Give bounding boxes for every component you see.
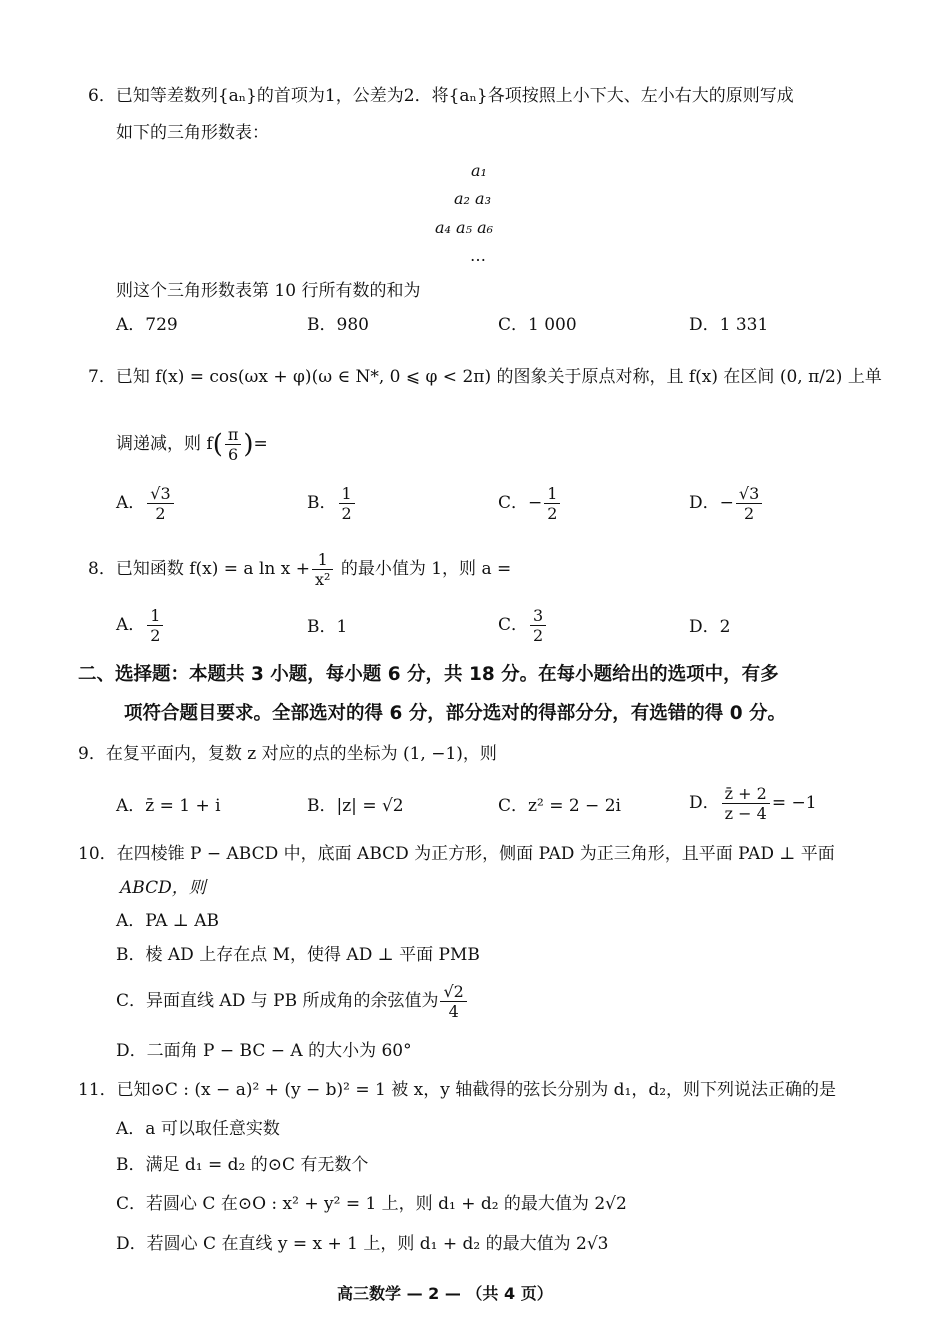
q7-stem-pre: 调递减，则 f [116, 434, 213, 454]
q7-stem-line2: 调递减，则 f( $\frac{\pi}{6}$ )= [116, 425, 268, 464]
option-den: 4 [448, 1002, 459, 1021]
option-num: 3 [530, 606, 546, 626]
option-text: 980 [336, 315, 369, 335]
option-label: A． [116, 493, 146, 513]
q7-option-a [116, 484, 176, 523]
option-num: 1 [147, 606, 163, 626]
option-den: 2 [547, 504, 558, 523]
option-label: B． [307, 796, 337, 816]
section-2-heading-line2: 项符合题目要求。全部选对的得 6 分，部分选对的得部分分，有选错的得 0 分。 [124, 703, 787, 724]
q6-option-b [307, 313, 369, 337]
q11-option-a: A．a 可以取任意实数 [116, 1119, 280, 1139]
option-label: A． [116, 315, 146, 335]
q8-option-d [689, 615, 730, 639]
q10-stem-line2: ABCD，则 [120, 878, 206, 898]
q10-stem-line1: 10．在四棱锥 P − ABCD 中，底面 ABCD 为正方形，侧面 PAD 为正三角形，且平面 PAD ⊥ 平面 [78, 844, 835, 864]
q9-option-c [498, 794, 621, 818]
triangle-row-2: a₂ a₃ [454, 189, 491, 208]
option-den: 2 [341, 504, 352, 523]
q10-option-b: B．棱 AD 上存在点 M，使得 AD ⊥ 平面 PMB [116, 945, 480, 965]
q6-option-a [116, 313, 178, 337]
option-label: C． [498, 796, 529, 816]
option-num: 1 [544, 484, 560, 504]
q10-option-d: D．二面角 P − BC − A 的大小为 60° [116, 1041, 412, 1061]
option-label: A． [116, 796, 146, 816]
option-den: 2 [743, 504, 755, 523]
option-num: √3 [147, 484, 173, 504]
option-sign: − [719, 493, 734, 513]
option-label: B． [307, 493, 337, 513]
option-label: D． [689, 793, 720, 813]
q7-frac-den: 6 [228, 445, 239, 464]
q6-stem-line3: 则这个三角形数表第 10 行所有数的和为 [116, 281, 421, 301]
q6-option-c [498, 313, 577, 337]
option-label: B． [307, 617, 337, 637]
option-num: 1 [339, 484, 355, 504]
option-den: 2 [533, 626, 544, 645]
q7-frac-num: π [225, 425, 242, 445]
option-label: D． [689, 315, 720, 335]
option-label: C． [498, 615, 529, 635]
option-text: |z| = √2 [336, 796, 404, 816]
option-den: 2 [155, 504, 166, 523]
option-text: 1 000 [528, 315, 577, 335]
triangle-row-1: a₁ [471, 161, 487, 180]
option-label: D． [689, 617, 720, 637]
option-text: C．异面直线 AD 与 PB 所成角的余弦值为 [116, 991, 439, 1011]
q8-option-b [307, 615, 347, 639]
q8-stem-post: 的最小值为 1，则 a = [335, 559, 512, 579]
option-num: √2 [440, 982, 466, 1002]
option-text: z² = 2 − 2i [528, 796, 621, 816]
option-label: C． [498, 493, 529, 513]
q7-option-c [498, 484, 562, 523]
option-text: 2 [719, 617, 731, 637]
option-label: B． [307, 315, 337, 335]
q7-stem-post: = [253, 434, 268, 454]
option-post: = −1 [771, 793, 817, 813]
option-den: z − 4 [724, 804, 767, 823]
q8-stem-pre: 8．已知函数 f(x) = a ln x + [88, 559, 310, 579]
option-den: 2 [150, 626, 161, 645]
option-num: √3 [736, 484, 762, 504]
q9-option-d [689, 784, 817, 823]
q10-option-a: A．PA ⊥ AB [116, 911, 219, 931]
section-2-heading-line1: 二、选择题：本题共 3 小题，每小题 6 分，共 18 分。在每小题给出的选项中，有多 [78, 664, 779, 685]
q7-option-d [689, 484, 764, 523]
option-label: A． [116, 615, 146, 635]
q10-option-c [116, 982, 469, 1021]
q7-stem-line1: 7．已知 f(x) = cos(ωx + φ)(ω ∈ N*, 0 ⩽ φ < 2π) 的图象关于原点对称，且 f(x) 在区间 (0, π/2) 上单 [88, 367, 882, 387]
q7-option-b [307, 484, 357, 523]
q11-option-c: C．若圆心 C 在⊙O : x² + y² = 1 上，则 d₁ + d₂ 的最大值为 2√2 [116, 1194, 627, 1214]
triangle-row-3: a₄ a₅ a₆ [435, 218, 494, 237]
q11-option-b: B．满足 d₁ = d₂ 的⊙C 有无数个 [116, 1155, 369, 1175]
option-label: D． [689, 493, 720, 513]
q9-stem: 9．在复平面内，复数 z 对应的点的坐标为 (1, −1)，则 [78, 744, 497, 764]
q8-option-c [498, 606, 548, 645]
option-text: 1 331 [719, 315, 769, 335]
q9-option-a [116, 794, 221, 818]
option-sign: − [528, 493, 543, 513]
q8-frac-den: x² [314, 570, 331, 589]
q8-frac-num: 1 [312, 550, 333, 570]
option-num: z̄ + 2 [722, 784, 770, 804]
page-footer: 高三数学 — 2 — （共 4 页） [337, 1284, 553, 1303]
q6-stem-line1: 6．已知等差数列{aₙ}的首项为1，公差为2．将{aₙ}各项按照上小下大、左小右大的原则写成 [88, 86, 794, 106]
option-text: 1 [336, 617, 348, 637]
q8-stem [88, 550, 511, 589]
q6-stem-line2: 如下的三角形数表： [116, 123, 269, 143]
option-text: 729 [145, 315, 178, 335]
option-label: C． [498, 315, 529, 335]
q8-option-a [116, 606, 165, 645]
q6-option-d [689, 313, 768, 337]
q11-option-d: D．若圆心 C 在直线 y = x + 1 上，则 d₁ + d₂ 的最大值为 2√3 [116, 1234, 609, 1254]
option-text: z̄ = 1 + i [145, 796, 221, 816]
triangle-row-4: … [470, 246, 486, 265]
q11-stem: 11．已知⊙C : (x − a)² + (y − b)² = 1 被 x，y 轴截得的弦长分别为 d₁，d₂，则下列说法正确的是 [78, 1080, 837, 1100]
q9-option-b [307, 794, 404, 818]
